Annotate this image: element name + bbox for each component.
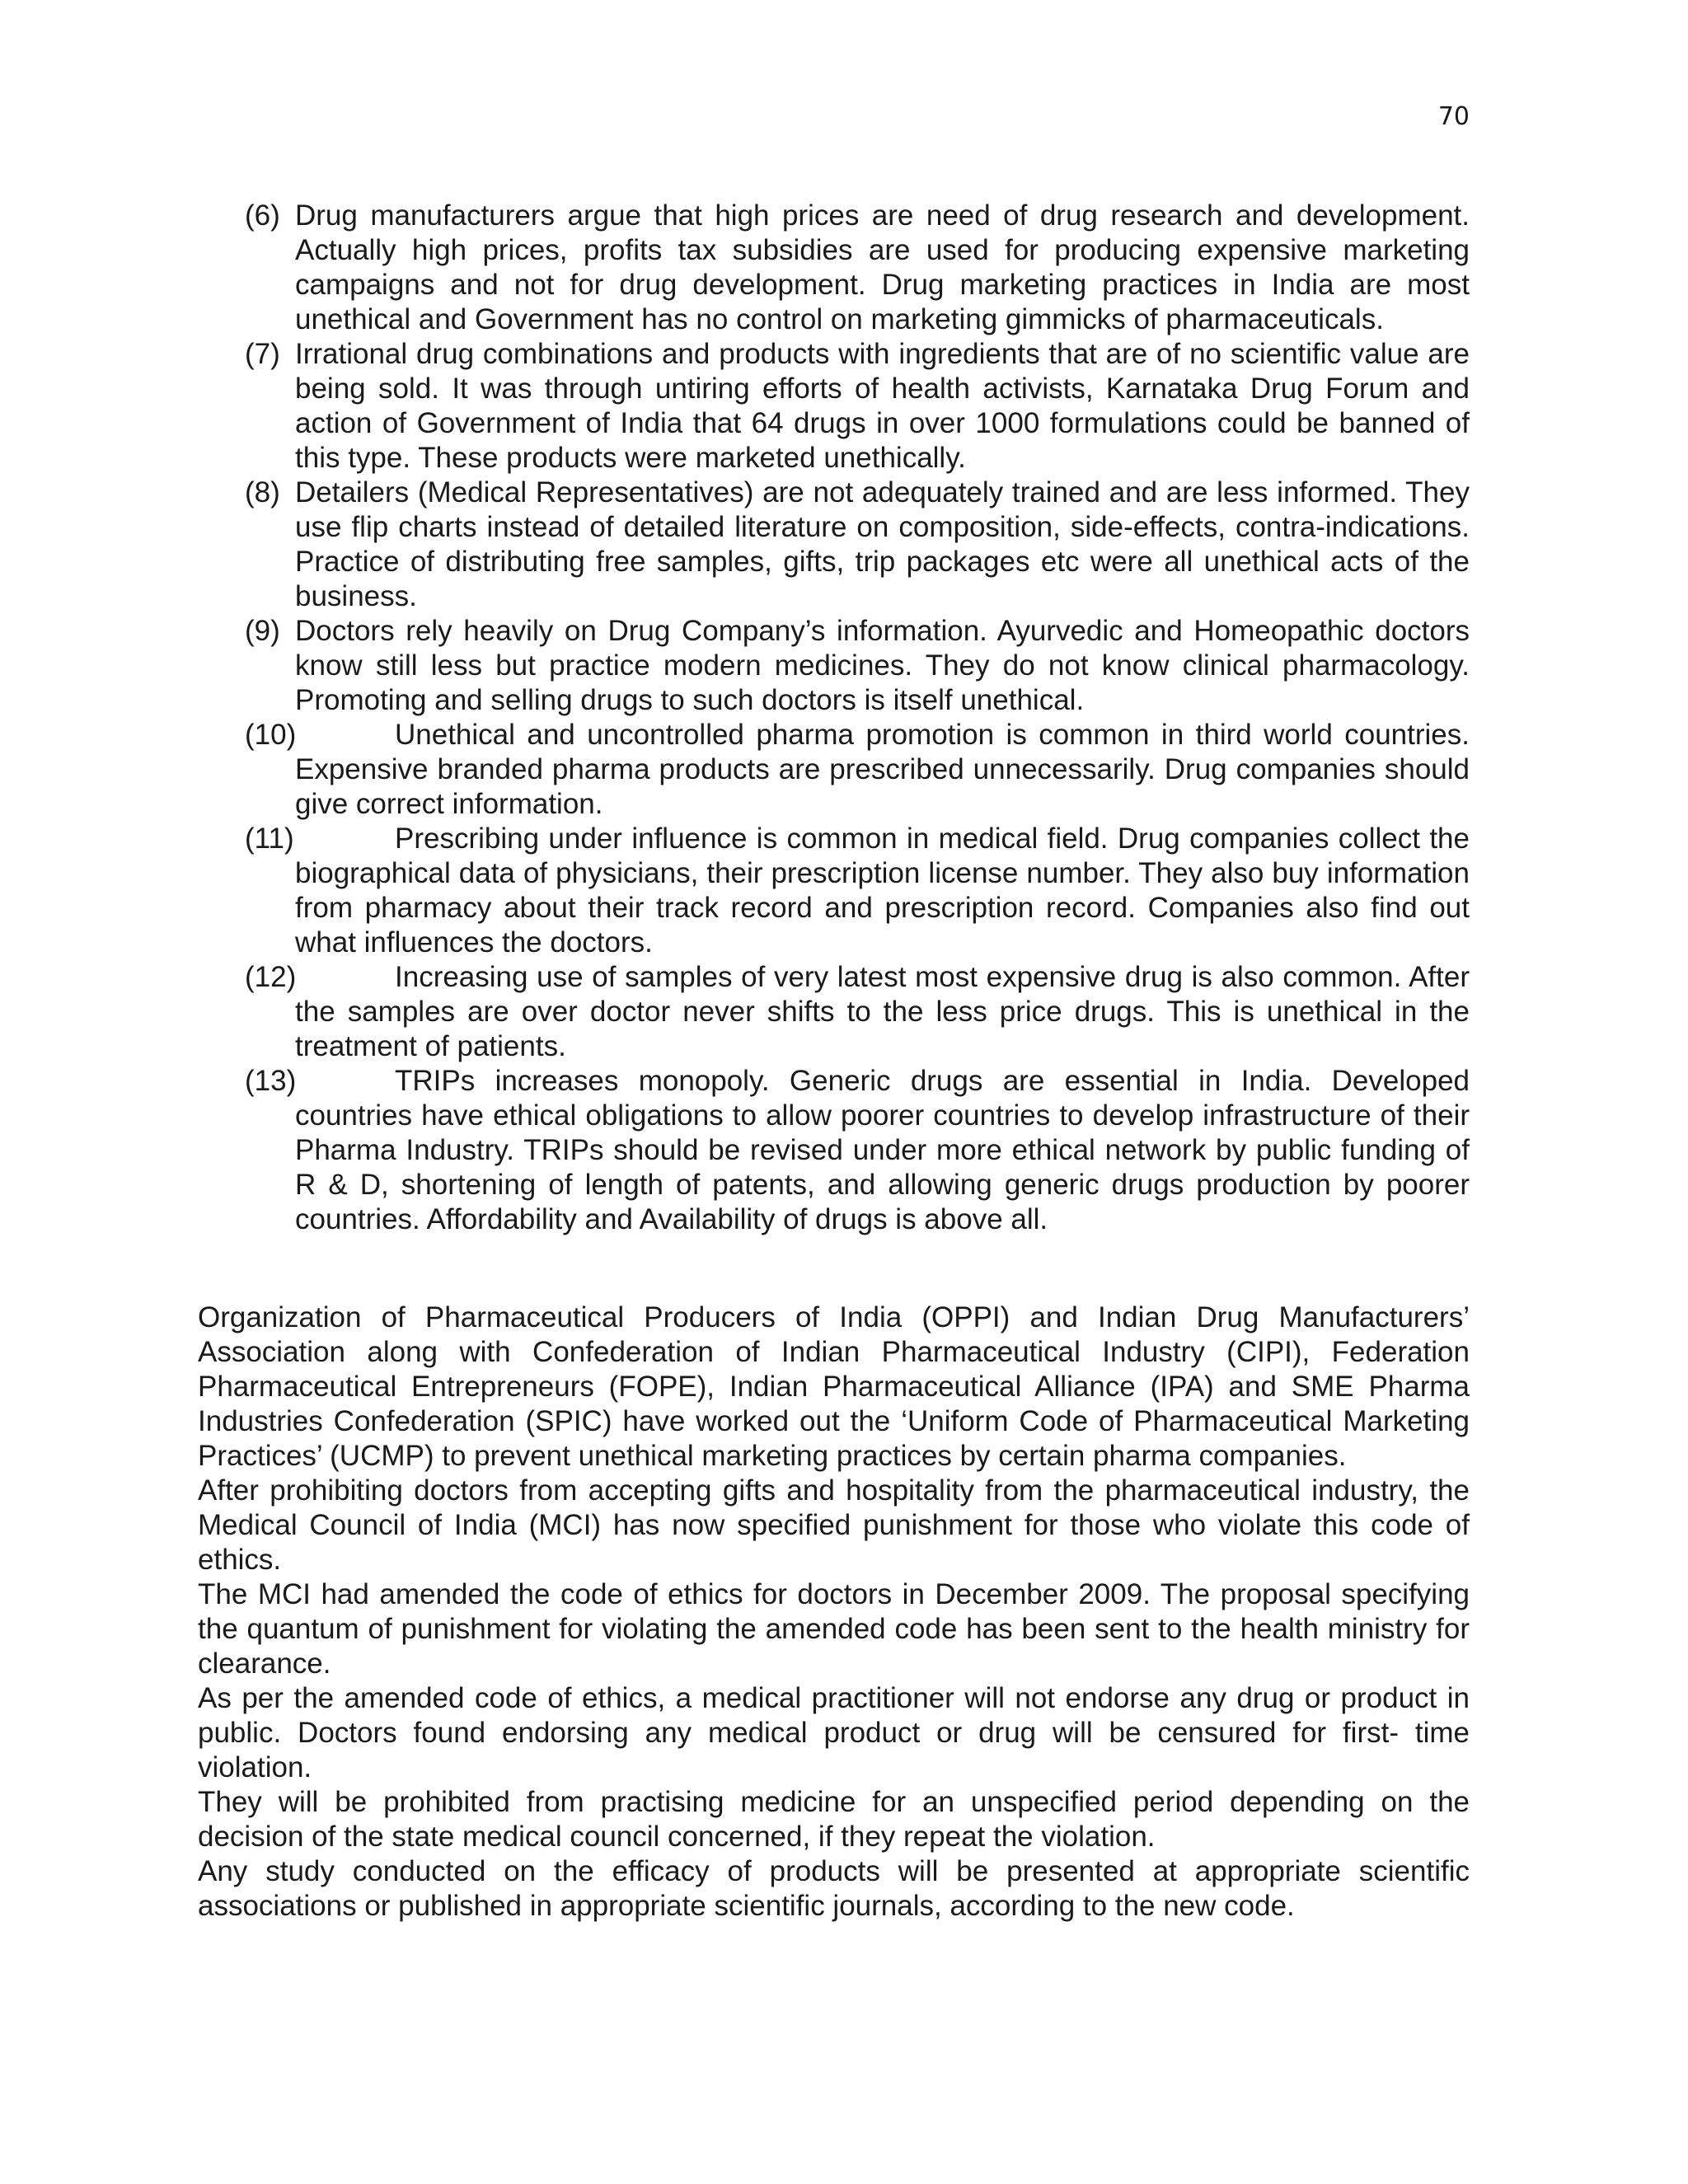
list-item-8 (245, 476, 1470, 614)
paragraph: After prohibiting doctors from accepting gifts and hospitality from the pharmaceutical industry, the Medical Council of India (MCI) has now specified punishment for those who violate this code of ethics. (198, 1474, 1470, 1576)
paragraph: They will be prohibited from practising medicine for an unspecified period depending on the decision of the state medical council concerned, if they repeat the violation. (198, 1786, 1470, 1853)
list-item-number: (9) (245, 615, 280, 647)
list-item-text: Doctors rely heavily on Drug Company’s information. Ayurvedic and Homeopathic doctors know still less but practice modern medicines. They do not know clinical pharmacology. Promoting and selling drugs to such doctors is itself unethical. (295, 615, 1470, 716)
list-item-11 (245, 822, 1470, 960)
page-number: 70 (1437, 102, 1470, 131)
paragraph: As per the amended code of ethics, a medical practitioner will not endorse any drug or product in public. Doctors found endorsing any medical product or drug will be censured for first- time violation. (198, 1682, 1470, 1783)
list-item-text: Increasing use of samples of very latest most expensive drug is also common. After the samples are over doctor never shifts to the less price drugs. This is unethical in the treatment of patients. (295, 961, 1470, 1062)
list-item-text: Irrational drug combinations and products with ingredients that are of no scientific value are being sold. It was through untiring efforts of health activists, Karnataka Drug Forum and action of Government of India that 64 drugs in over 1000 formulations could be banned of this type. These products were marketed unethically. (295, 338, 1470, 474)
paragraph: Any study conducted on the efficacy of products will be presented at appropriate scientific associations or published in appropriate scientific journals, according to the new code. (198, 1855, 1470, 1922)
list-item-13 (245, 1064, 1470, 1237)
list-item-text: Prescribing under influence is common in medical field. Drug companies collect the biographical data of physicians, their prescription license number. They also buy information from pharmacy about their track record and prescription record. Companies also find out what influences the doctors. (295, 823, 1470, 958)
list-item-text: Drug manufacturers argue that high prices are need of drug research and development. Actually high prices, profits tax subsidies are used for producing expensive marketing campaigns and not for drug development. Drug marketing practices in India are most unethical and Government has no control on marketing gimmicks of pharmaceuticals. (295, 199, 1470, 335)
body-paragraphs (198, 1301, 1470, 1924)
list-item-7 (245, 337, 1470, 476)
list-item-number: (13) (245, 1065, 297, 1097)
paragraph: Organization of Pharmaceutical Producers of India (OPPI) and Indian Drug Manufacturers’ Association along with Confederation of Indian Pharmaceutical Industry (CIPI), Federation Pharmaceutical Entrepreneurs (FOPE), Indian Pharmaceutical Alliance (IPA) and SME Pharma Industries Confederation (SPIC) have worked out the ‘Uniform Code of Pharmaceutical Marketing Practices’ (UCMP) to prevent unethical marketing practices by certain pharma companies. (198, 1301, 1470, 1472)
list-item-number: (12) (245, 961, 297, 993)
list-item-12 (245, 960, 1470, 1064)
list-item-text: Unethical and uncontrolled pharma promotion is common in third world countries. Expensive branded pharma products are prescribed unnecessarily. Drug companies should give correct information. (295, 719, 1470, 820)
list-item-number: (6) (245, 199, 280, 232)
list-item-9 (245, 614, 1470, 718)
list-item-text: Detailers (Medical Representatives) are not adequately trained and are less informed. They use flip charts instead of detailed literature on composition, side-effects, contra-indications. Practice of distributing free samples, gifts, trip packages etc were all unethical acts of the business. (295, 476, 1470, 612)
list-item-number: (11) (245, 823, 294, 855)
list-item-10 (245, 718, 1470, 822)
list-item-number: (7) (245, 338, 280, 370)
list-item-6 (245, 199, 1470, 337)
list-item-text: TRIPs increases monopoly. Generic drugs are essential in India. Developed countries have ethical obligations to allow poorer countries to develop infrastructure of their Pharma Industry. TRIPs should be revised under more ethical network by public funding of R & D, shortening of length of patents, and allowing generic drugs production by poorer countries. Affordability and Availability of drugs is above all. (295, 1065, 1470, 1235)
list-item-number: (8) (245, 476, 280, 509)
numbered-list (245, 199, 1470, 1237)
paragraph: The MCI had amended the code of ethics for doctors in December 2009. The proposal specifying the quantum of punishment for violating the amended code has been sent to the health ministry for clearance. (198, 1578, 1470, 1680)
list-item-number: (10) (245, 719, 297, 751)
